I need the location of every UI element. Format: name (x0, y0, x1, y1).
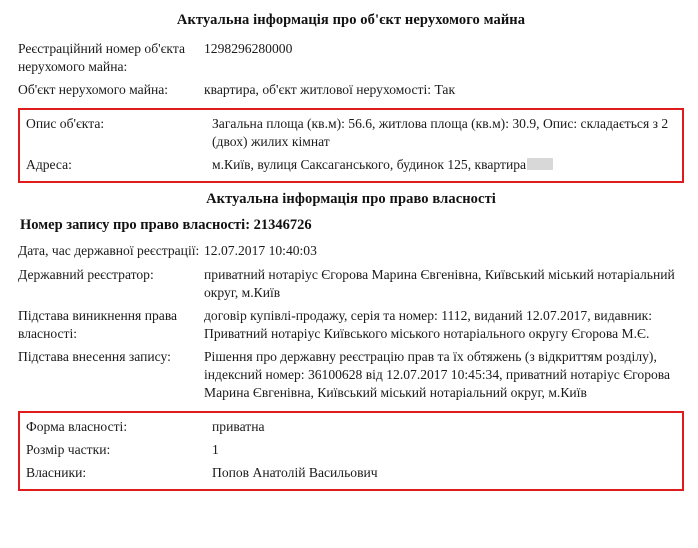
table-row (18, 264, 684, 305)
row-label: Адреса: (26, 157, 72, 173)
row-label: Державний реєстратор: (18, 266, 154, 282)
row-value: договір купівлі-продажу, серія та номер: 1112, виданий 12.07.2017, видавник: Приватний нотаріус Київського міського нотаріального округу Єгорова М.Є. (204, 307, 652, 341)
row-value: Рішення про державну реєстрацію прав та їх обтяжень (з відкриттям розділу), індексний номер: 36100628 від 12.07.2017 10:45:34, приватний нотаріус Єгорова Марина Євгенівна, Київський міський нотаріальний округ, м.Київ (204, 348, 671, 401)
address-text: м.Київ, вулиця Саксаганського, будинок 125, квартира (212, 157, 527, 173)
table-row (22, 439, 680, 462)
property-info-table (18, 38, 684, 102)
ownership-info-table (18, 240, 684, 405)
row-value: 1 (212, 442, 219, 458)
table-row (18, 38, 684, 79)
row-label: Форма власності: (26, 419, 128, 435)
table-row (18, 240, 684, 263)
ownership-section-title: Актуальна інформація про право власності (206, 191, 496, 208)
table-row (22, 416, 680, 439)
row-value: приватна (212, 419, 265, 435)
row-value: Загальна площа (кв.м): 56.6, житлова площа (кв.м): 30.9, Опис: складається з 2 (двох) жилих кімнат (212, 116, 669, 150)
row-label: Підстава виникнення права власності: (18, 307, 178, 341)
table-row (22, 113, 680, 154)
row-label: Реєстраційний номер об'єкта нерухомого майна: (18, 41, 185, 75)
row-value: Попов Анатолій Васильович (212, 465, 378, 481)
table-row (22, 462, 680, 485)
row-label: Розмір частки: (26, 442, 111, 458)
row-value-address (212, 154, 680, 177)
row-label: Дата, час державної реєстрації: (18, 243, 200, 259)
row-label: Об'єкт нерухомого майна: (18, 82, 169, 98)
ownership-record-number: Номер запису про право власності: 21346726 (20, 217, 312, 234)
redaction-block (527, 158, 553, 170)
property-highlight-table (22, 113, 680, 177)
row-value: 1298296280000 (204, 41, 293, 56)
ownership-highlight-table (22, 416, 680, 485)
row-label: Власники: (26, 465, 87, 481)
highlight-box-property (18, 108, 684, 183)
table-row (18, 79, 684, 102)
table-row (18, 346, 684, 405)
row-value: квартира, об'єкт житлової нерухомості: Так (204, 82, 456, 98)
table-row (18, 305, 684, 346)
row-value: 12.07.2017 10:40:03 (204, 243, 317, 259)
row-value: приватний нотаріус Єгорова Марина Євгенівна, Київський міський нотаріальний округ, м.Київ (204, 266, 675, 300)
highlight-box-ownership (18, 411, 684, 491)
table-row (22, 154, 680, 177)
row-label: Підстава внесення запису: (18, 348, 171, 364)
property-section-title: Актуальна інформація про об'єкт нерухомого майна (176, 12, 526, 28)
row-label: Опис об'єкта: (26, 116, 105, 132)
